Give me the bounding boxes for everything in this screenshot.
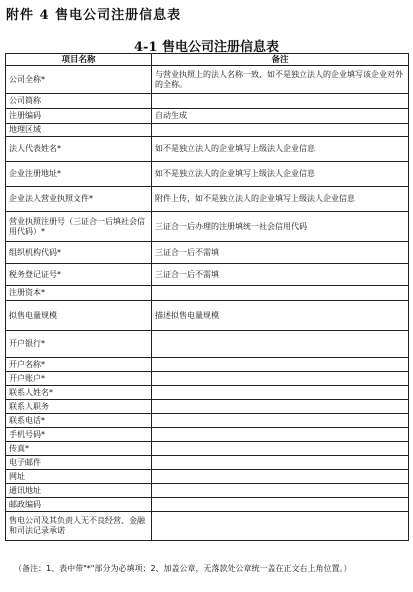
- item-remark: [152, 512, 409, 541]
- item-name: 开户账户*: [6, 372, 152, 386]
- item-name: 注册编码: [6, 109, 152, 124]
- table-title: 4-1 售电公司注册信息表: [133, 40, 279, 55]
- item-name: 拟售电量规模: [6, 301, 152, 331]
- table-row: [6, 301, 409, 331]
- item-remark: [152, 94, 409, 109]
- item-name: 地理区域: [6, 124, 152, 137]
- table-row: [6, 442, 409, 456]
- item-name: 邮政编码: [6, 498, 152, 512]
- item-remark: 描述拟售电量规模: [152, 301, 409, 331]
- item-remark: [152, 428, 409, 442]
- item-remark: [152, 456, 409, 470]
- table-row: [6, 372, 409, 386]
- item-remark: [152, 498, 409, 512]
- table-row: [6, 124, 409, 137]
- item-name: 注册资本*: [6, 286, 152, 301]
- table-row: [6, 109, 409, 124]
- item-remark: [152, 286, 409, 301]
- item-name: 联系人姓名*: [6, 386, 152, 400]
- item-name: 联系人职务: [6, 400, 152, 414]
- item-name: 传真*: [6, 442, 152, 456]
- table-row: [6, 286, 409, 301]
- table-row: [6, 212, 409, 242]
- table-row: [6, 484, 409, 498]
- item-name: 手机号码*: [6, 428, 152, 442]
- header-item-name: 项目名称: [6, 54, 152, 66]
- table-row: [6, 331, 409, 358]
- item-name: 公司全称*: [6, 66, 152, 94]
- table-row: [6, 94, 409, 109]
- item-name: 营业执照注册号（三证合一后填社会信用代码）*: [6, 212, 152, 242]
- table-row: [6, 386, 409, 400]
- item-remark: 三证合一后不需填: [152, 264, 409, 286]
- table-row: [6, 264, 409, 286]
- table-row: [6, 242, 409, 264]
- item-name: 网址: [6, 470, 152, 484]
- table-row: [6, 456, 409, 470]
- item-name: 通讯地址: [6, 484, 152, 498]
- item-remark: [152, 442, 409, 456]
- item-name: 联系电话*: [6, 414, 152, 428]
- item-name: 电子邮件: [6, 456, 152, 470]
- registration-info-table: [5, 53, 409, 541]
- item-remark: [152, 470, 409, 484]
- table-row: [6, 162, 409, 187]
- table-row: [6, 187, 409, 212]
- item-remark: 附件上传，如不是独立法人的企业填写上级法人企业信息: [152, 187, 409, 212]
- item-remark: [152, 372, 409, 386]
- table-header-row: [6, 54, 409, 66]
- table-footnote: （备注：1、表中带"*"部分为必填项；2、加盖公章，无落款处公章统一盖在正文右上角位置。）: [14, 564, 352, 573]
- item-remark: [152, 124, 409, 137]
- item-remark: [152, 484, 409, 498]
- item-remark: [152, 331, 409, 358]
- item-remark: [152, 414, 409, 428]
- item-remark: [152, 386, 409, 400]
- item-remark: 与营业执照上的法人名称一致，如不是独立法人的企业填写该企业对外的全称。: [152, 66, 409, 94]
- item-name: 企业注册地址*: [6, 162, 152, 187]
- table-row: [6, 400, 409, 414]
- item-name: 法人代表姓名*: [6, 137, 152, 162]
- item-remark: [152, 400, 409, 414]
- item-name: 开户名称*: [6, 358, 152, 372]
- table-row: [6, 498, 409, 512]
- item-remark: 自动生成: [152, 109, 409, 124]
- item-remark: 如不是独立法人的企业填写上级法人企业信息: [152, 162, 409, 187]
- table-row: [6, 358, 409, 372]
- table-row: [6, 512, 409, 541]
- item-remark: 三证合一后不需填: [152, 242, 409, 264]
- header-remark: 备注: [152, 54, 409, 66]
- attachment-title: 附件 4 售电公司注册信息表: [6, 8, 182, 23]
- item-name: 公司简称: [6, 94, 152, 109]
- table-row: [6, 414, 409, 428]
- table-row: [6, 470, 409, 484]
- item-remark: 如不是独立法人的企业填写上级法人企业信息: [152, 137, 409, 162]
- item-name: 企业法人营业执照文件*: [6, 187, 152, 212]
- item-name: 税务登记证号*: [6, 264, 152, 286]
- item-name: 组织机构代码*: [6, 242, 152, 264]
- item-name: 售电公司及其负责人无不良经营、金融和司法记录承诺: [6, 512, 152, 541]
- item-name: 开户银行*: [6, 331, 152, 358]
- table-row: [6, 66, 409, 94]
- table-row: [6, 428, 409, 442]
- item-remark: [152, 358, 409, 372]
- table-row: [6, 137, 409, 162]
- item-remark: 三证合一后办理的注册填统一社会信用代码: [152, 212, 409, 242]
